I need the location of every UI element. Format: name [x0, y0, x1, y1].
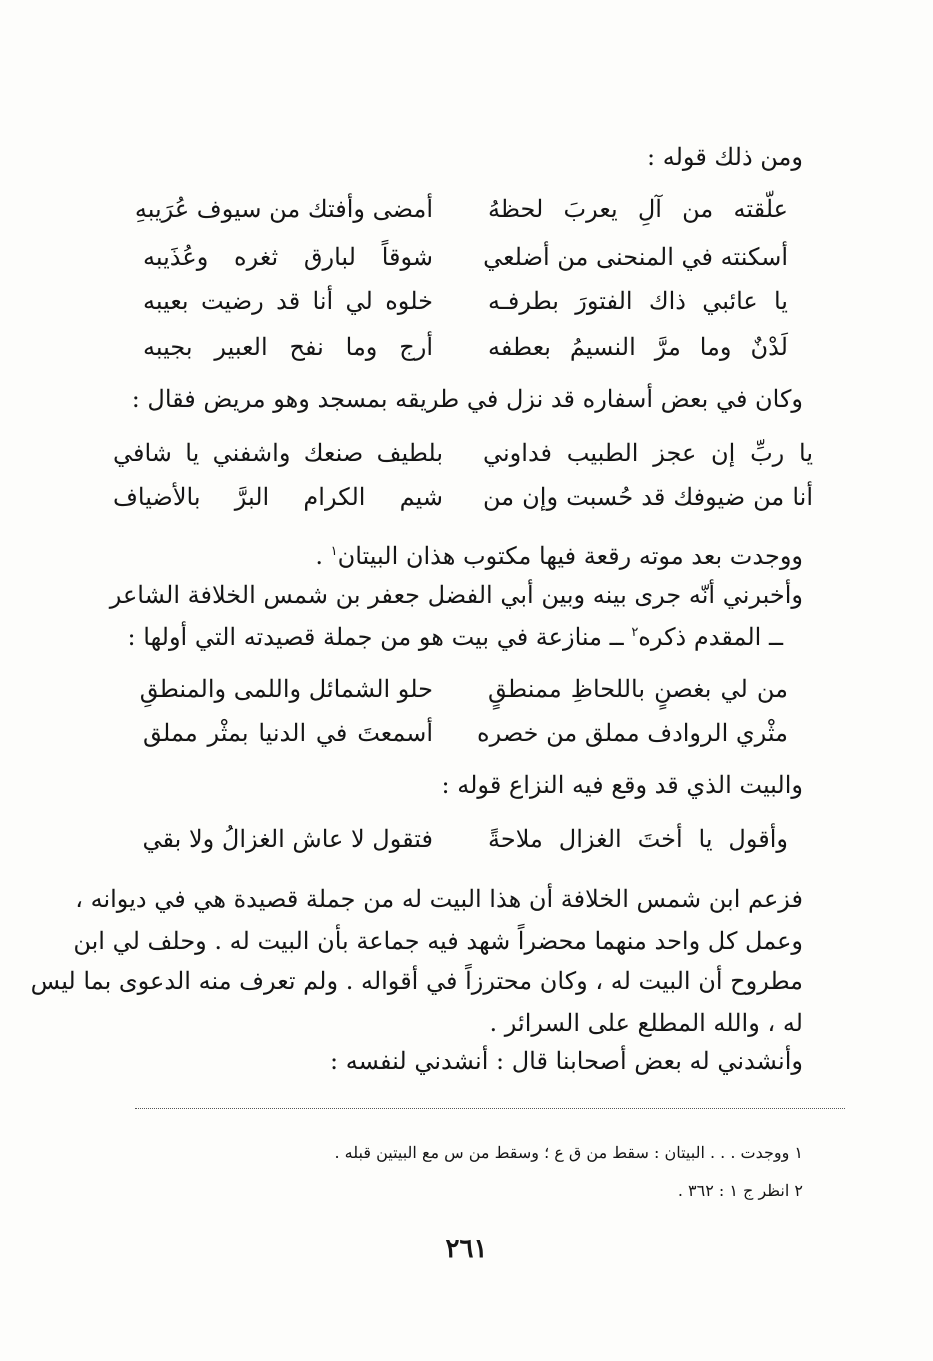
verse-first-hemistich: وأقول يا أختَ الغزال ملاحةً — [488, 825, 788, 853]
verse-first-hemistich: علّقته من آلِ يعربَ لحظهُ — [488, 195, 788, 223]
prose-line — [128, 616, 783, 654]
prose-line — [315, 535, 803, 573]
verse-first-hemistich: يا ربِّ إن عجز الطبيب فداوني — [483, 439, 813, 467]
verse-second-hemistich: بلطيف صنعك واشفني يا شافي — [113, 439, 443, 467]
footnote-marker: ١ — [330, 544, 338, 559]
verse-first-hemistich: لَدْنٌ وما مرَّ النسيمُ بعطفه — [488, 333, 788, 361]
prose-text: ــ المقدم ذكره — [638, 623, 783, 651]
footnote-separator — [135, 1108, 845, 1109]
prose-line: وأخبرني أنّه جرى بينه وبين أبي الفضل جعفر بن شمس الخلافة الشاعر — [109, 581, 803, 609]
verse-second-hemistich: أرج وما نفح العبير بجيبه — [143, 333, 433, 361]
intro-line: وأنشدني له بعض أصحابنا قال : أنشدني لنفسه : — [330, 1047, 803, 1075]
verse-first-hemistich: يا عائبي ذاك الفتورَ بطرفـه — [488, 287, 788, 315]
verse-second-hemistich: أمضى وأفتك من سيوف عُرَيبهِ — [134, 195, 433, 223]
intro-line: ومن ذلك قوله : — [647, 143, 803, 171]
page-number: ٢٦١ — [445, 1234, 488, 1264]
footnote: ٢ انظر ج ١ : ٣٦٢ . — [677, 1181, 803, 1200]
verse-second-hemistich: فتقول لا عاش الغزالُ ولا بقي — [142, 825, 433, 853]
verse-second-hemistich: شوقاً لبارق ثغره وعُذَيبه — [143, 243, 433, 271]
prose-line: له ، والله المطلع على السرائر . — [489, 1009, 803, 1037]
prose-text: . — [315, 542, 331, 570]
verse-first-hemistich: أنا من ضيوفك قد حُسبت وإن من — [483, 483, 813, 511]
intro-line: وكان في بعض أسفاره قد نزل في طريقه بمسجد وهو مريض فقال : — [131, 385, 803, 413]
prose-text: ــ منازعة في بيت هو من جملة قصيدته التي أولها : — [127, 623, 632, 651]
intro-line: والبيت الذي قد وقع فيه النزاع قوله : — [441, 771, 803, 799]
footnote: ١ ووجدت . . . البيتان : سقط من ق ع ؛ وسقط من س مع البيتين قبله . — [334, 1143, 803, 1162]
prose-line: فزعم ابن شمس الخلافة أن هذا البيت له من جملة قصيدة هي في ديوانه ، — [75, 885, 803, 913]
verse-second-hemistich: شيم الكرام البرَّ بالأضياف — [113, 483, 443, 511]
verse-second-hemistich: حلو الشمائل واللمى والمنطقِ — [139, 675, 433, 703]
footnote-marker: ٢ — [631, 625, 639, 640]
verse-first-hemistich: مثْري الروادف مملق من خصره — [477, 719, 788, 747]
prose-line: وعمل كل واحد منهما محضراً شهد فيه جماعة بأن البيت له . وحلف لي ابن — [73, 927, 803, 955]
verse-second-hemistich: أسمعتَ في الدنيا بمثْر مملق — [143, 719, 433, 747]
prose-text: ووجدت بعد موته رقعة فيها مكتوب هذان البيتان — [337, 542, 803, 570]
verse-second-hemistich: خلوه لي أنا قد رضيت بعيبه — [143, 287, 433, 315]
verse-first-hemistich: أسكنته في المنحنى من أضلعي — [483, 243, 788, 271]
prose-line: مطروح أن البيت له ، وكان محترزاً في أقواله . ولم تعرف منه الدعوى بما ليس — [30, 967, 803, 995]
verse-first-hemistich: من لي بغصنٍ باللحاظِ ممنطقٍ — [488, 675, 788, 703]
